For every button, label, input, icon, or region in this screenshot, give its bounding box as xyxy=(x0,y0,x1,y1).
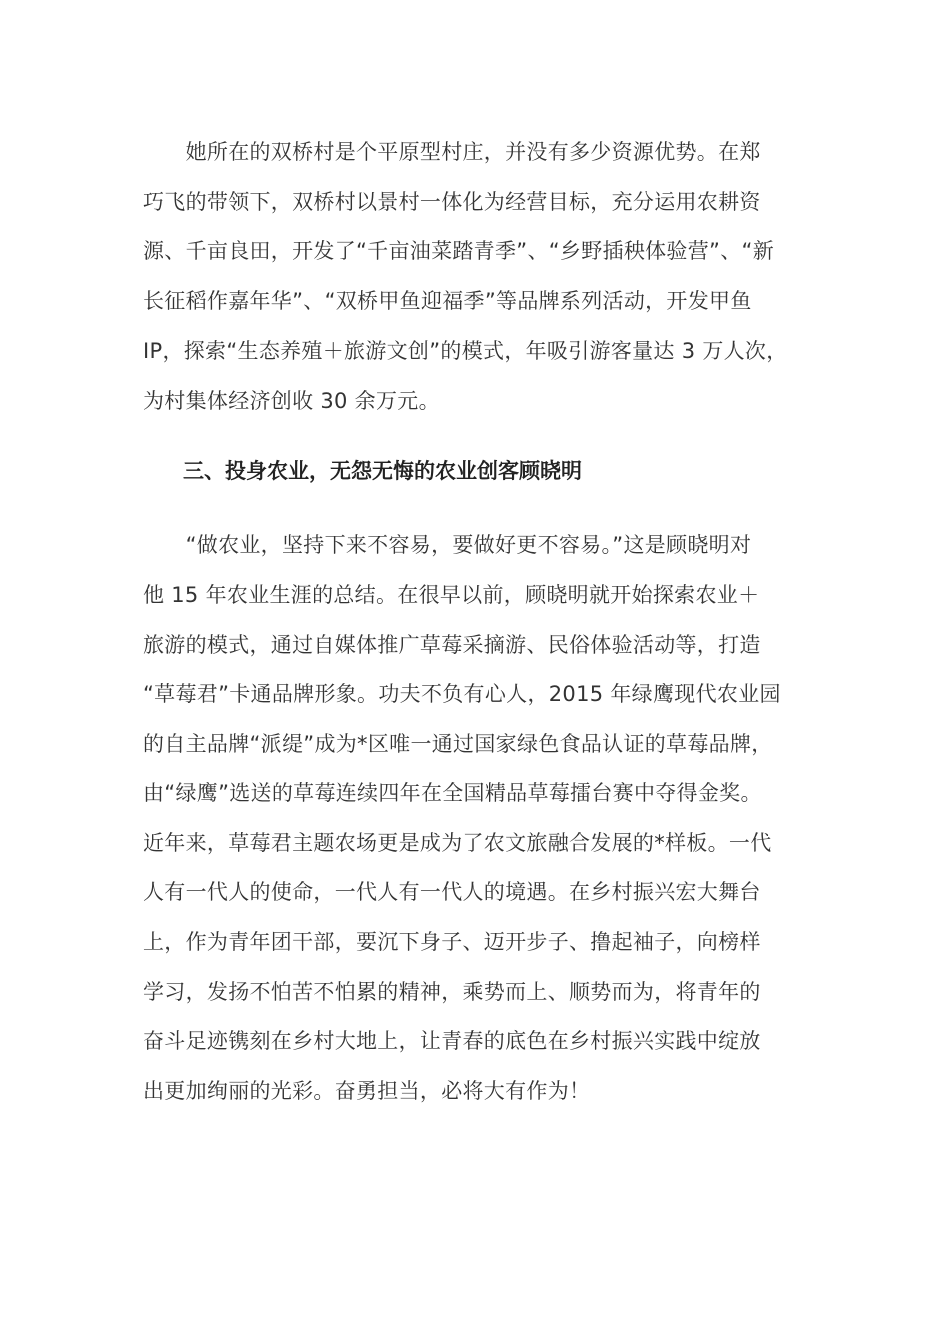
paragraph-2-line-9: 上，作为青年团干部，要沉下身子、迈开步子、撸起袖子，向榜样 xyxy=(143,930,761,954)
paragraph-1-line-5: IP，探索“生态养殖＋旅游文创”的模式，年吸引游客量达 3 万人次， xyxy=(143,339,788,363)
paragraph-1-line-6: 为村集体经济创收 30 余万元。 xyxy=(143,389,440,413)
paragraph-2-line-2: 他 15 年农业生涯的总结。在很早以前，顾晓明就开始探索农业＋ xyxy=(143,583,760,607)
paragraph-2-line-3: 旅游的模式，通过自媒体推广草莓采摘游、民俗体验活动等，打造 xyxy=(143,633,761,657)
paragraph-2-line-6: 由“绿鹰”选送的草莓连续四年在全国精品草莓擂台赛中夺得金奖。 xyxy=(143,781,762,805)
paragraph-2-line-10: 学习，发扬不怕苦不怕累的精神，乘势而上、顺势而为，将青年的 xyxy=(143,980,761,1004)
paragraph-2-line-11: 奋斗足迹镌刻在乡村大地上，让青春的底色在乡村振兴实践中绽放 xyxy=(143,1029,761,1053)
paragraph-2-line-4: “草莓君”卡通品牌形象。功夫不负有心人，2015 年绿鹰现代农业园 xyxy=(143,682,781,706)
paragraph-2-line-8: 人有一代人的使命，一代人有一代人的境遇。在乡村振兴宏大舞台 xyxy=(143,880,761,904)
paragraph-1-line-4: 长征稻作嘉年华”、“双桥甲鱼迎福季”等品牌系列活动，开发甲鱼 xyxy=(143,289,752,313)
section-heading: 三、投身农业，无怨无悔的农业创客顾晓明 xyxy=(183,459,582,483)
paragraph-2-line-7: 近年来，草莓君主题农场更是成为了农文旅融合发展的*样板。一代 xyxy=(143,831,772,855)
paragraph-1-line-1: 她所在的双桥村是个平原型村庄，并没有多少资源优势。在郑 xyxy=(143,140,761,164)
paragraph-1-line-3: 源、千亩良田，开发了“千亩油菜踏青季”、“乡野插秧体验营”、“新 xyxy=(143,239,774,263)
paragraph-2-line-12: 出更加绚丽的光彩。奋勇担当，必将大有作为！ xyxy=(143,1079,591,1103)
paragraph-2-line-1: “做农业，坚持下来不容易，要做好更不容易。”这是顾晓明对 xyxy=(143,533,752,557)
paragraph-2-line-5: 的自主品牌“派缇”成为*区唯一通过国家绿色食品认证的草莓品牌， xyxy=(143,732,773,756)
paragraph-1-line-2: 巧飞的带领下，双桥村以景村一体化为经营目标，充分运用农耕资 xyxy=(143,190,761,214)
